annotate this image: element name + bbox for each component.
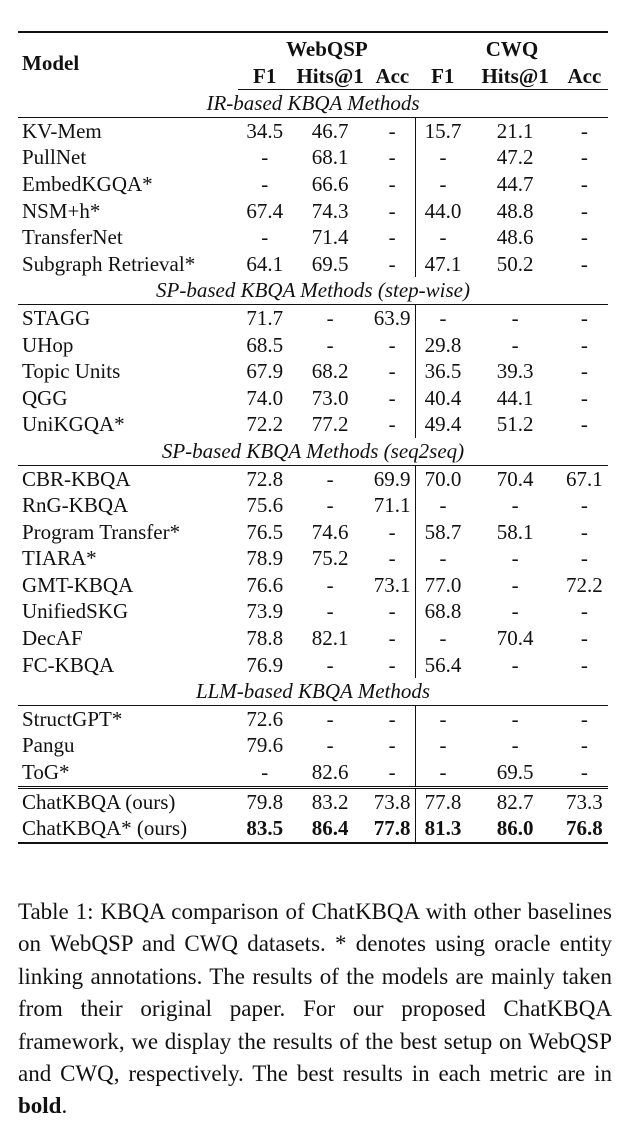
metric-value-cell: - <box>580 652 588 677</box>
metric-value-cell: - <box>388 359 396 384</box>
table-row <box>18 251 608 278</box>
metric-value-cell: 72.6 <box>246 706 284 731</box>
table-row <box>18 332 608 359</box>
metric-value-cell: 78.8 <box>246 626 284 651</box>
table-row <box>18 759 608 787</box>
metric-value-cell: - <box>388 198 396 223</box>
metric-header: Hits@1 <box>470 63 561 90</box>
metric-value-cell: - <box>511 493 519 518</box>
metric-value-cell: - <box>416 144 470 171</box>
metric-value-cell: - <box>388 412 396 437</box>
metric-value-cell: - <box>388 599 396 624</box>
metric-value-cell: - <box>511 706 519 731</box>
metric-value-cell: - <box>580 118 588 143</box>
metric-value-cell: 66.6 <box>311 171 349 196</box>
table-row <box>18 519 608 546</box>
results-table-container <box>18 31 608 844</box>
metric-value-cell: 67.9 <box>246 359 284 384</box>
metric-value-cell: - <box>580 546 588 571</box>
metric-value-cell: - <box>416 705 470 732</box>
table-row <box>18 652 608 679</box>
metric-value-cell: - <box>416 545 470 572</box>
metric-value-cell: - <box>261 145 269 170</box>
metric-value-cell: 72.8 <box>246 466 284 491</box>
metric-value-cell: 72.2 <box>566 572 603 597</box>
model-name-cell: UnifiedSKG <box>22 599 129 624</box>
model-column-header: Model <box>18 32 238 90</box>
model-name-cell: GMT-KBQA <box>22 572 134 597</box>
metric-value-cell: - <box>388 171 396 196</box>
metric-value-cell: - <box>388 118 396 143</box>
metric-value-cell: 44.0 <box>416 198 470 225</box>
metric-header: Acc <box>369 63 416 90</box>
metric-value-cell: 47.2 <box>496 145 534 170</box>
table-row <box>18 171 608 198</box>
metric-value-cell: 48.8 <box>496 198 534 223</box>
metric-value-cell: 68.5 <box>246 332 284 357</box>
model-name-cell: StructGPT* <box>22 706 123 731</box>
metric-value-cell: - <box>388 733 396 758</box>
metric-value-cell: 74.3 <box>311 198 349 223</box>
metric-value-cell: - <box>326 599 334 624</box>
metric-header: F1 <box>416 63 470 90</box>
metric-value-cell: 81.3 <box>416 815 470 843</box>
cwq-group-header <box>416 32 608 63</box>
table-row <box>18 411 608 438</box>
table-row <box>18 815 608 843</box>
metric-value-cell: 86.0 <box>470 815 561 843</box>
metric-value-cell: 69.9 <box>373 466 411 491</box>
model-name-cell: ChatKBQA (ours) <box>18 787 238 815</box>
webqsp-group-header <box>238 32 416 63</box>
metric-value-cell: - <box>388 519 396 544</box>
metric-value-cell: 83.5 <box>238 815 292 843</box>
header-row-groups <box>18 32 608 63</box>
model-name-cell: EmbedKGQA* <box>22 171 153 196</box>
table-caption <box>18 896 612 1123</box>
model-name-cell: ToG* <box>22 760 70 785</box>
metric-value-cell: 64.1 <box>246 251 284 276</box>
metric-value-cell: - <box>326 466 334 491</box>
metric-value-cell: 73.0 <box>311 385 349 410</box>
metric-value-cell: 15.7 <box>416 117 470 144</box>
metric-value-cell: 34.5 <box>246 118 284 143</box>
metric-value-cell: - <box>326 733 334 758</box>
metric-value-cell: - <box>388 546 396 571</box>
metric-value-cell: 79.6 <box>246 733 284 758</box>
table-row <box>18 787 608 815</box>
metric-value-cell: - <box>580 599 588 624</box>
model-name-cell: NSM+h* <box>22 198 101 223</box>
model-name-cell: Topic Units <box>22 359 121 384</box>
table-row <box>18 545 608 572</box>
caption-end: . <box>61 1093 68 1119</box>
metric-value-cell: - <box>580 305 588 330</box>
metric-value-cell: - <box>511 305 519 330</box>
webqsp-group-label: WebQSP <box>286 37 368 61</box>
table-row <box>18 304 608 331</box>
metric-value-cell: - <box>261 760 269 785</box>
metric-value-cell: 47.1 <box>416 251 470 278</box>
metric-value-cell: 70.4 <box>496 466 534 491</box>
metric-value-cell: 77.2 <box>311 412 349 437</box>
metric-value-cell: 63.9 <box>373 305 411 330</box>
metric-value-cell: 74.6 <box>311 519 349 544</box>
metric-value-cell: 76.9 <box>246 652 284 677</box>
table-body <box>18 90 608 843</box>
metric-value-cell: - <box>580 706 588 731</box>
metric-value-cell: 68.8 <box>416 598 470 625</box>
metric-value-cell: 21.1 <box>496 118 534 143</box>
metric-value-cell: 83.2 <box>292 787 369 815</box>
metric-value-cell: 73.9 <box>246 599 284 624</box>
metric-value-cell: - <box>580 332 588 357</box>
metric-value-cell: 58.7 <box>416 519 470 546</box>
metric-value-cell: 76.6 <box>246 572 284 597</box>
metric-value-cell: 44.1 <box>496 385 534 410</box>
metric-value-cell: - <box>388 760 396 785</box>
metric-value-cell: - <box>580 145 588 170</box>
metric-value-cell: - <box>580 760 588 785</box>
metric-value-cell: 79.8 <box>238 787 292 815</box>
cwq-group-label: CWQ <box>485 37 539 61</box>
metric-value-cell: - <box>416 625 470 652</box>
metric-value-cell: - <box>326 305 334 330</box>
metric-value-cell: - <box>261 171 269 196</box>
metric-value-cell: - <box>261 225 269 250</box>
metric-value-cell: 48.6 <box>496 225 534 250</box>
metric-value-cell: 68.1 <box>311 145 349 170</box>
table-row <box>18 144 608 171</box>
metric-value-cell: - <box>580 493 588 518</box>
metric-value-cell: - <box>326 572 334 597</box>
model-name-cell: TransferNet <box>22 225 123 250</box>
metric-value-cell: - <box>416 224 470 251</box>
metric-value-cell: 50.2 <box>496 251 534 276</box>
model-name-cell: FC-KBQA <box>22 652 115 677</box>
metric-value-cell: - <box>326 332 334 357</box>
metric-value-cell: 76.8 <box>561 815 608 843</box>
metric-value-cell: - <box>511 599 519 624</box>
table-row <box>18 385 608 412</box>
section-title: SP-based KBQA Methods (seq2seq) <box>18 438 608 465</box>
results-table <box>18 31 608 844</box>
table-row <box>18 732 608 759</box>
table-row <box>18 198 608 225</box>
metric-value-cell: - <box>511 572 519 597</box>
metric-value-cell: 71.1 <box>373 493 411 518</box>
section-title: IR-based KBQA Methods <box>18 90 608 118</box>
metric-value-cell: 75.2 <box>311 546 349 571</box>
metric-value-cell: 69.5 <box>496 760 534 785</box>
metric-value-cell: 51.2 <box>496 412 534 437</box>
model-name-cell: Subgraph Retrieval* <box>22 251 196 276</box>
metric-value-cell: - <box>580 251 588 276</box>
metric-value-cell: 39.3 <box>496 359 534 384</box>
metric-value-cell: - <box>580 519 588 544</box>
metric-value-cell: - <box>416 171 470 198</box>
table-row <box>18 117 608 144</box>
metric-value-cell: - <box>326 706 334 731</box>
model-name-cell: RnG-KBQA <box>22 493 129 518</box>
metric-value-cell: 86.4 <box>292 815 369 843</box>
metric-header: F1 <box>238 63 292 90</box>
metric-value-cell: 29.8 <box>416 332 470 359</box>
metric-value-cell: 78.9 <box>246 546 284 571</box>
metric-value-cell: - <box>511 733 519 758</box>
metric-value-cell: 49.4 <box>416 411 470 438</box>
metric-value-cell: 72.2 <box>246 412 284 437</box>
metric-value-cell: 75.6 <box>246 493 284 518</box>
metric-value-cell: - <box>416 304 470 331</box>
model-name-cell: Pangu <box>22 733 75 758</box>
caption-bold-word: bold <box>18 1093 62 1119</box>
section-header-row <box>18 90 608 118</box>
table-row <box>18 705 608 732</box>
model-name-cell: UniKGQA* <box>22 412 125 437</box>
section-header-row <box>18 277 608 304</box>
metric-value-cell: 76.5 <box>246 519 284 544</box>
metric-value-cell: - <box>511 332 519 357</box>
model-name-cell: TIARA* <box>22 546 97 571</box>
metric-value-cell: - <box>388 706 396 731</box>
metric-value-cell: - <box>416 759 470 787</box>
model-name-cell: KV-Mem <box>22 118 102 143</box>
table-row <box>18 492 608 519</box>
metric-value-cell: 67.4 <box>246 198 284 223</box>
table-row <box>18 625 608 652</box>
metric-value-cell: - <box>580 171 588 196</box>
model-name-cell: STAGG <box>22 305 91 330</box>
model-name-cell: Program Transfer* <box>22 519 181 544</box>
metric-value-cell: 56.4 <box>416 652 470 679</box>
section-header-row <box>18 678 608 705</box>
metric-value-cell: 71.4 <box>311 225 349 250</box>
metric-value-cell: - <box>580 359 588 384</box>
metric-value-cell: 69.5 <box>311 251 349 276</box>
metric-value-cell: - <box>388 332 396 357</box>
metric-value-cell: - <box>326 652 334 677</box>
metric-value-cell: - <box>580 198 588 223</box>
metric-value-cell: 73.3 <box>561 787 608 815</box>
metric-value-cell: - <box>416 492 470 519</box>
metric-value-cell: - <box>388 652 396 677</box>
metric-value-cell: - <box>580 225 588 250</box>
model-name-cell: QGG <box>22 385 68 410</box>
metric-value-cell: 73.8 <box>369 787 416 815</box>
section-title: SP-based KBQA Methods (step-wise) <box>18 277 608 304</box>
metric-value-cell: 68.2 <box>311 359 349 384</box>
metric-value-cell: 70.0 <box>416 465 470 492</box>
section-title: LLM-based KBQA Methods <box>18 678 608 705</box>
metric-value-cell: 36.5 <box>416 358 470 385</box>
metric-value-cell: - <box>388 385 396 410</box>
model-name-cell: ChatKBQA* (ours) <box>18 815 238 843</box>
metric-value-cell: 82.7 <box>470 787 561 815</box>
metric-value-cell: - <box>580 626 588 651</box>
metric-value-cell: - <box>326 493 334 518</box>
metric-value-cell: - <box>388 251 396 276</box>
metric-value-cell: 82.6 <box>311 760 349 785</box>
metric-value-cell: 70.4 <box>496 626 534 651</box>
metric-value-cell: 71.7 <box>246 305 284 330</box>
metric-value-cell: 82.1 <box>311 626 349 651</box>
metric-value-cell: 58.1 <box>496 519 534 544</box>
metric-value-cell: 73.1 <box>373 572 411 597</box>
section-header-row <box>18 438 608 465</box>
model-name-cell: PullNet <box>22 145 87 170</box>
table-row <box>18 465 608 492</box>
metric-header: Hits@1 <box>292 63 369 90</box>
metric-value-cell: 46.7 <box>311 118 349 143</box>
table-row <box>18 224 608 251</box>
metric-value-cell: - <box>580 733 588 758</box>
metric-value-cell: 77.8 <box>369 815 416 843</box>
model-name-cell: CBR-KBQA <box>22 466 131 491</box>
caption-text: Table 1: KBQA comparison of ChatKBQA with other baselines on WebQSP and CWQ datasets. * denotes using oracle entity linking annotations. The results of the models are mainly taken from their original paper. For our proposed ChatKBQA framework, we display the results of the best setup on WebQSP and CWQ, respectively. The best results in each metric are in <box>18 899 612 1087</box>
table-row <box>18 572 608 599</box>
metric-value-cell: - <box>580 412 588 437</box>
metric-value-cell: - <box>388 145 396 170</box>
metric-value-cell: - <box>511 652 519 677</box>
metric-value-cell: 77.0 <box>416 572 470 599</box>
metric-value-cell: 40.4 <box>416 385 470 412</box>
metric-header: Acc <box>561 63 608 90</box>
metric-value-cell: - <box>511 546 519 571</box>
metric-value-cell: - <box>416 732 470 759</box>
metric-value-cell: - <box>580 385 588 410</box>
table-row <box>18 598 608 625</box>
metric-value-cell: 77.8 <box>416 787 470 815</box>
model-name-cell: DecAF <box>22 626 83 651</box>
metric-value-cell: 67.1 <box>566 466 603 491</box>
metric-value-cell: 44.7 <box>496 171 534 196</box>
metric-value-cell: 74.0 <box>246 385 284 410</box>
metric-value-cell: - <box>388 626 396 651</box>
table-row <box>18 358 608 385</box>
metric-value-cell: - <box>388 225 396 250</box>
model-name-cell: UHop <box>22 332 74 357</box>
